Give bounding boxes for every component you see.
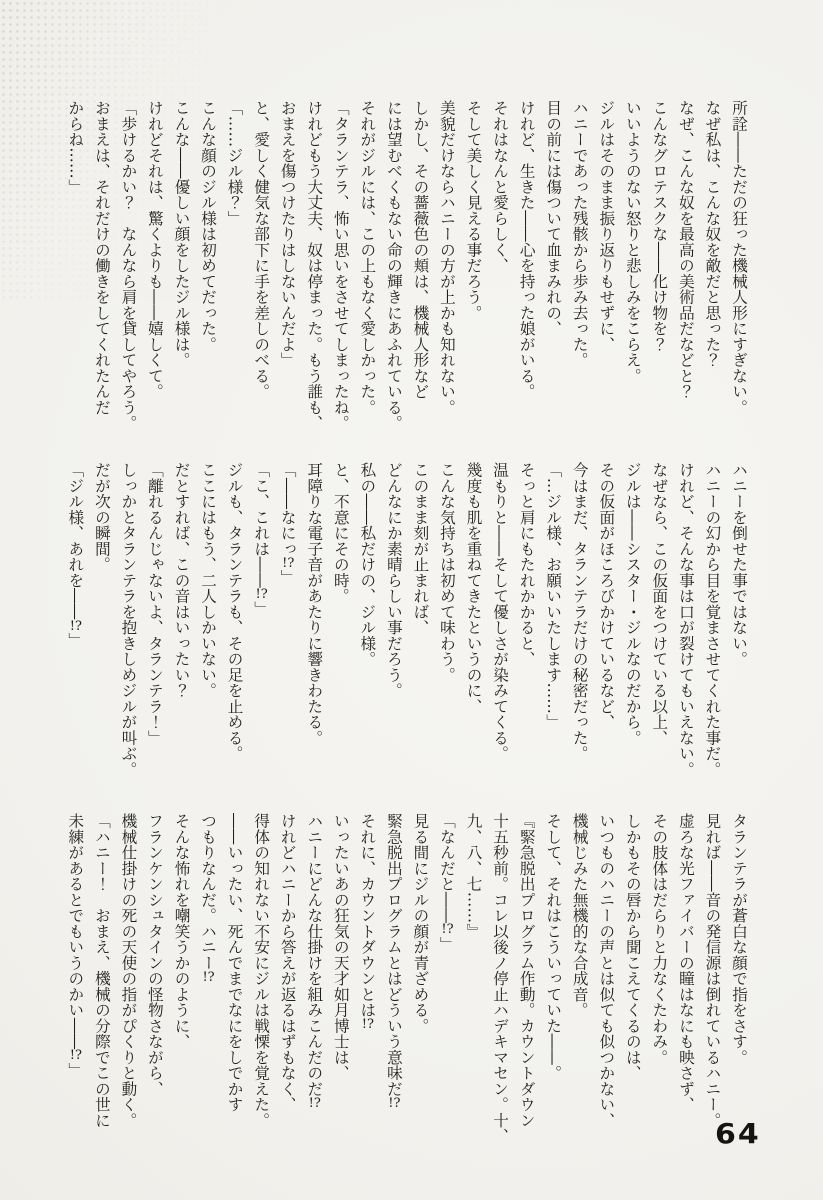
text-column: こんな――優しい顔をしたジル様は。 bbox=[172, 100, 191, 368]
text-column: 機械じみた無機的な合成音。 bbox=[570, 813, 589, 1018]
text-column: 「……ジル様？」 bbox=[225, 100, 244, 226]
text-column: フランケンシュタインの怪物さながら、 bbox=[145, 813, 164, 1097]
text-column: 見れば――音の発信源は倒れているハニー。 bbox=[703, 813, 722, 1128]
text-column: 虚ろな光ファイバーの瞳はなにも映さず、 bbox=[676, 813, 695, 1113]
text-column: 「ジル様、あれを――!?」 bbox=[66, 462, 85, 649]
text-column: そして美しく見える事だろう。 bbox=[464, 100, 483, 321]
text-column: 「…ジル様、お願いいたします……」 bbox=[544, 462, 563, 730]
text-column: ジルも、タランテラも、その足を止める。 bbox=[225, 462, 244, 762]
text-column: そして、それはこういっていた――。 bbox=[544, 813, 563, 1081]
text-column: 九、八、七……』 bbox=[464, 813, 483, 939]
text-column: 十五秒前。コレ以後ノ停止ハデキマセン。十、 bbox=[491, 813, 510, 1144]
text-column: 「歩けるかい？ なんなら肩を貸してやろう。 bbox=[119, 100, 138, 431]
text-section-top bbox=[62, 100, 752, 456]
text-column: それはなんと愛らしく、 bbox=[491, 100, 510, 274]
text-column: 「タランテラ、怖い思いをさせてしまったね。 bbox=[331, 100, 350, 431]
text-column: と、愛しく健気な部下に手を差しのべる。 bbox=[252, 100, 271, 400]
text-column: 幾度も肌を重ねてきたというのに、 bbox=[464, 462, 483, 714]
text-column: けれど、生きた――心を持った娘がいる。 bbox=[517, 100, 536, 400]
text-column: 耳障りな電子音があたりに響きわたる。 bbox=[305, 462, 324, 746]
text-column: 「離れるんじゃないよ、タランテラ！」 bbox=[145, 462, 164, 746]
text-column: こんな気持ちは初めて味わう。 bbox=[437, 462, 456, 683]
text-column: 未練があるとでもいうのかい――!?」 bbox=[66, 813, 85, 1078]
text-column: には望むべくもない命の輝きにあふれている。 bbox=[384, 100, 403, 431]
text-column: ジルは――シスター・ジルなのだから。 bbox=[623, 462, 642, 746]
text-column: なぜ私は、こんな奴を敵だと思った？ bbox=[703, 100, 722, 368]
text-column: ここにはもう、二人しかいない。 bbox=[199, 462, 218, 699]
text-column: だとすれば、この音はいったい？ bbox=[172, 462, 191, 699]
text-column: そんな怖れを嘲笑うかのように、 bbox=[172, 813, 191, 1050]
text-column: 機械仕掛けの死の天使の指がぴくりと動く。 bbox=[119, 813, 138, 1128]
text-column: けれどもう大丈夫、奴は停まった。もう誰も、 bbox=[305, 100, 324, 431]
text-column: ジルはそのまま振り返りもせずに、 bbox=[597, 100, 616, 352]
text-column: ハニーであった残骸から歩み去った。 bbox=[570, 100, 589, 368]
text-column: 目の前には傷ついて血まみれの、 bbox=[544, 100, 563, 337]
text-column: けれど、そんな事は口が裂けてもいえない。 bbox=[676, 462, 695, 777]
text-column: このまま刻が止まれば、 bbox=[411, 462, 430, 636]
text-column: どんなにか素晴らしい事だろう。 bbox=[384, 462, 403, 699]
text-column: 「なんだと――!?」 bbox=[437, 813, 456, 952]
text-column: おまえを傷つけたりはしないんだよ」 bbox=[278, 100, 297, 368]
text-column: それがジルには、この上もなく愛しかった。 bbox=[358, 100, 377, 415]
text-column: 美貌だけならハニーの方が上かも知れない。 bbox=[437, 100, 456, 415]
text-column: 温もりと――そして優しさが染みてくる。 bbox=[491, 462, 510, 762]
text-column: からね……」 bbox=[66, 100, 85, 195]
text-column: けれどハニーから答えが返るはずもなく、 bbox=[278, 813, 297, 1113]
text-column: 所詮――ただの狂った機械人形にすぎない。 bbox=[730, 100, 748, 415]
text-column: その肢体はだらりと力なくたわみ。 bbox=[650, 813, 669, 1065]
text-column: と、不意にその時。 bbox=[331, 462, 350, 604]
text-section-middle bbox=[62, 462, 752, 806]
text-column: 「――なにっ!?」 bbox=[278, 462, 297, 586]
text-column: こんなグロテスクな――化け物を？ bbox=[650, 100, 669, 352]
text-column: そっと肩にもたれかかると、 bbox=[517, 462, 536, 667]
text-column: 「ハニー！ おまえ、機械の分際でこの世に bbox=[92, 813, 111, 1128]
text-column: ――いったい、死んでまでなにをしでかす bbox=[225, 813, 244, 1113]
text-column: タランテラが蒼白な顔で指をさす。 bbox=[730, 813, 748, 1065]
text-column: なぜなら、この仮面をつけている以上、 bbox=[650, 462, 669, 746]
text-column: つもりなんだ。ハニー!? bbox=[199, 813, 218, 984]
text-column: だが次の瞬間。 bbox=[92, 462, 111, 573]
text-column: いいようのない怒りと悲しみをこらえ。 bbox=[623, 100, 642, 384]
text-column: 得体の知れない不安にジルは戦慄を覚えた。 bbox=[252, 813, 271, 1128]
text-column: いったいあの狂気の天才如月博士は、 bbox=[331, 813, 350, 1081]
text-column: ハニーの幻から目を覚まさせてくれた事だ。 bbox=[703, 462, 722, 777]
text-column: 「こ、これは――!?」 bbox=[252, 462, 271, 617]
text-column: おまえは、それだけの働きをしてくれたんだ bbox=[92, 100, 111, 415]
text-column: しかもその唇から聞こえてくるのは、 bbox=[623, 813, 642, 1081]
text-column: なぜ、こんな奴を最高の美術品だなどと？ bbox=[676, 100, 695, 400]
page-number: 64 bbox=[715, 1118, 761, 1151]
text-column: その仮面がほころびかけているなど、 bbox=[597, 462, 616, 730]
text-column: それに、カウントダウンとは!? bbox=[358, 813, 377, 1031]
text-column: 『緊急脱出プログラム作動。カウントダウン bbox=[517, 813, 536, 1128]
text-column: 今はまだ、タランテラだけの秘密だった。 bbox=[570, 462, 589, 762]
text-column: ハニーを倒せた事ではない。 bbox=[730, 462, 748, 667]
text-column: ハニーにどんな仕掛けを組みこんだのだ!? bbox=[305, 813, 324, 1110]
text-column: 緊急脱出プログラムとはどういう意味だ!? bbox=[384, 813, 403, 1110]
text-column: こんな顔のジル様は初めてだった。 bbox=[199, 100, 218, 352]
text-column: 私の――私だけの、ジル様。 bbox=[358, 462, 377, 667]
text-column: 見る間にジルの顔が青ざめる。 bbox=[411, 813, 430, 1034]
text-column: いつものハニーの声とは似ても似つかない、 bbox=[597, 813, 616, 1128]
text-column: けれどそれは、驚くよりも――嬉しくて。 bbox=[145, 100, 164, 400]
text-column: しかし、その薔薇色の頬は、機械人形など bbox=[411, 100, 430, 400]
text-section-bottom bbox=[62, 813, 752, 1153]
text-column: しっかとタランテラを抱きしめジルが叫ぶ。 bbox=[119, 462, 138, 777]
